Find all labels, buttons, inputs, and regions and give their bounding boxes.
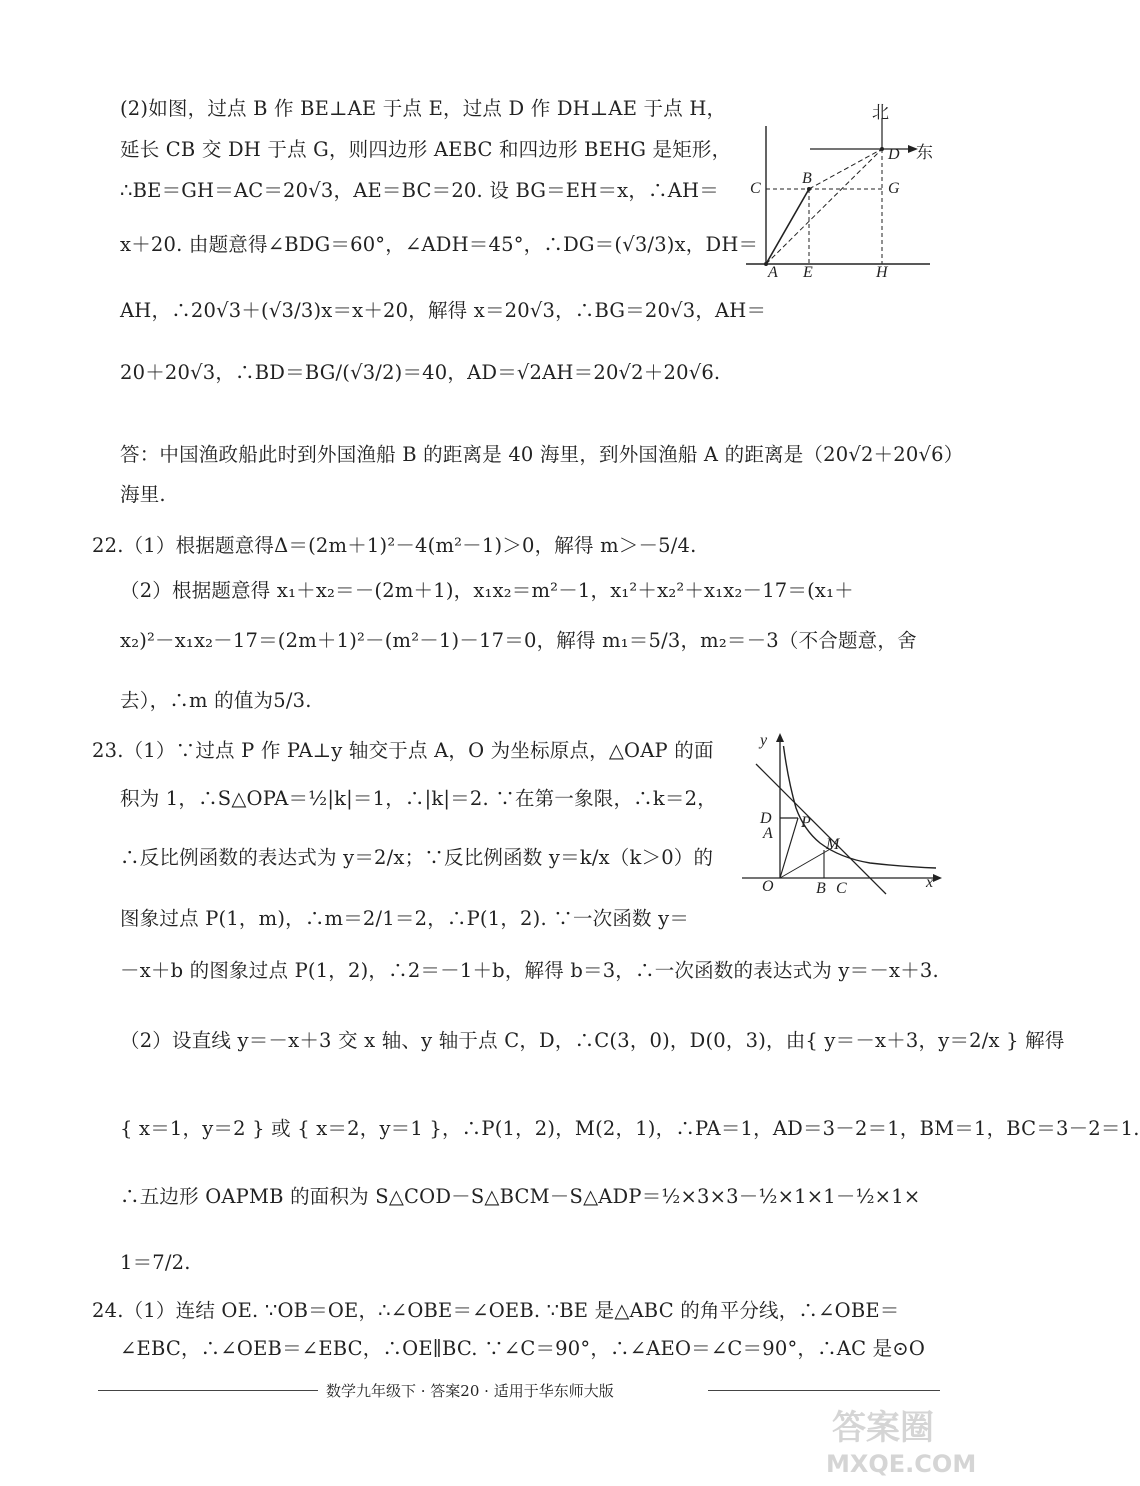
- fig1-north-label: 北: [872, 103, 889, 122]
- fig2-label-y: y: [760, 732, 768, 749]
- answer-line: (2)如图，过点 B 作 BE⊥AE 于点 E，过点 D 作 DH⊥AE 于点 H，: [120, 97, 727, 120]
- fig1-label-a: A: [768, 264, 778, 281]
- answer-line: ∴反比例函数的表达式为 y＝2/x；∵反比例函数 y＝k/x（k＞0）的: [120, 846, 714, 869]
- fig1-label-c: C: [750, 180, 761, 197]
- answer-line: ∠EBC，∴∠OEB＝∠EBC，∴OE∥BC. ∵∠C＝90°，∴∠AEO＝∠C＝90°，∴AC 是⊙O: [120, 1337, 926, 1360]
- footer-rule-right: [708, 1390, 940, 1391]
- answer-line: { x＝1，y＝2 } 或 { x＝2，y＝1 }，∴P(1，2)，M(2，1)，∴PA＝1，AD＝3－2＝1，BM＝1，BC＝3－2＝1.: [120, 1117, 1140, 1140]
- fig2-label-b: B: [816, 880, 826, 897]
- fig2-label-a: A: [763, 825, 773, 842]
- answer-line: 海里.: [120, 483, 166, 506]
- answer-line: 1＝7/2.: [120, 1251, 191, 1274]
- fig1-label-d: D: [888, 146, 900, 163]
- fig1-east-label: 东: [916, 143, 933, 162]
- answer-line: 答：中国渔政船此时到外国渔船 B 的距离是 40 海里，到外国渔船 A 的距离是（20√2＋20√6）: [120, 443, 964, 466]
- fig1-label-b: B: [802, 170, 812, 187]
- answer-line: AH，∴20√3＋(√3/3)x＝x＋20，解得 x＝20√3，∴BG＝20√3，AH＝: [120, 299, 767, 322]
- answer-line: 20＋20√3，∴BD＝BG/(√3/2)＝40，AD＝√2AH＝20√2＋20√6.: [120, 361, 721, 384]
- answer-line: （2）设直线 y＝－x＋3 交 x 轴、y 轴于点 C，D，∴C(3，0)，D(0，3)，由{ y＝－x＋3，y＝2/x } 解得: [120, 1029, 1065, 1052]
- answer-line: ∴五边形 OAPMB 的面积为 S△COD－S△BCM－S△ADP＝½×3×3－½×1×1－½×1×: [120, 1185, 921, 1208]
- answer-line: 延长 CB 交 DH 于点 G，则四边形 AEBC 和四边形 BEHG 是矩形，: [120, 138, 732, 161]
- answer-line: x₂)²－x₁x₂－17＝(2m＋1)²－(m²－1)－17＝0，解得 m₁＝5/3，m₂＝－3（不合题意，舍: [120, 629, 917, 652]
- answer-line: 22.（1）根据题意得Δ＝(2m＋1)²－4(m²－1)＞0，解得 m＞－5/4.: [92, 534, 697, 557]
- fig2-label-x: x: [926, 874, 934, 891]
- answer-line: （2）根据题意得 x₁＋x₂＝－(2m＋1)，x₁x₂＝m²－1，x₁²＋x₂²＋x₁x₂－17＝(x₁＋: [120, 579, 854, 602]
- answer-line: －x＋b 的图象过点 P(1，2)，∴2＝－1＋b，解得 b＝3，∴一次函数的表达式为 y＝－x＋3.: [120, 959, 939, 982]
- answer-line: ∴BE＝GH＝AC＝20√3，AE＝BC＝20. 设 BG＝EH＝x，∴AH＝: [120, 179, 719, 202]
- footer-text: 数学九年级下 · 答案20 · 适用于华东师大版: [326, 1382, 614, 1400]
- fig2-label-m: M: [826, 836, 840, 853]
- watermark-bottom: MXQE.COM: [826, 1450, 977, 1478]
- answer-line: 积为 1，∴S△OPA＝½|k|＝1，∴|k|＝2. ∵在第一象限，∴k＝2，: [120, 787, 717, 810]
- bearing-figure: [740, 96, 970, 286]
- fig1-label-e: E: [803, 264, 813, 281]
- answer-line: 24.（1）连结 OE. ∵OB＝OE，∴∠OBE＝∠OEB. ∵BE 是△ABC 的角平分线，∴∠OBE＝: [92, 1299, 900, 1322]
- fig2-label-c: C: [836, 880, 847, 897]
- answer-line: x＋20. 由题意得∠BDG＝60°，∠ADH＝45°，∴DG＝(√3/3)x，DH＝: [120, 233, 759, 256]
- footer-rule-left: [98, 1390, 318, 1391]
- fig1-label-g: G: [888, 180, 900, 197]
- fig2-label-d: D: [760, 810, 772, 827]
- answer-line: 图象过点 P(1，m)，∴m＝2/1＝2，∴P(1，2). ∵一次函数 y＝: [120, 907, 690, 930]
- watermark-top: 答案圈: [832, 1408, 934, 1448]
- fig2-label-p: P: [801, 814, 811, 831]
- answer-line: 去），∴m 的值为5/3.: [120, 689, 312, 712]
- fig1-label-h: H: [876, 264, 888, 281]
- fig2-label-o: O: [762, 878, 774, 895]
- answer-line: 23.（1）∵过点 P 作 PA⊥y 轴交于点 A，O 为坐标原点，△OAP 的面: [92, 739, 714, 762]
